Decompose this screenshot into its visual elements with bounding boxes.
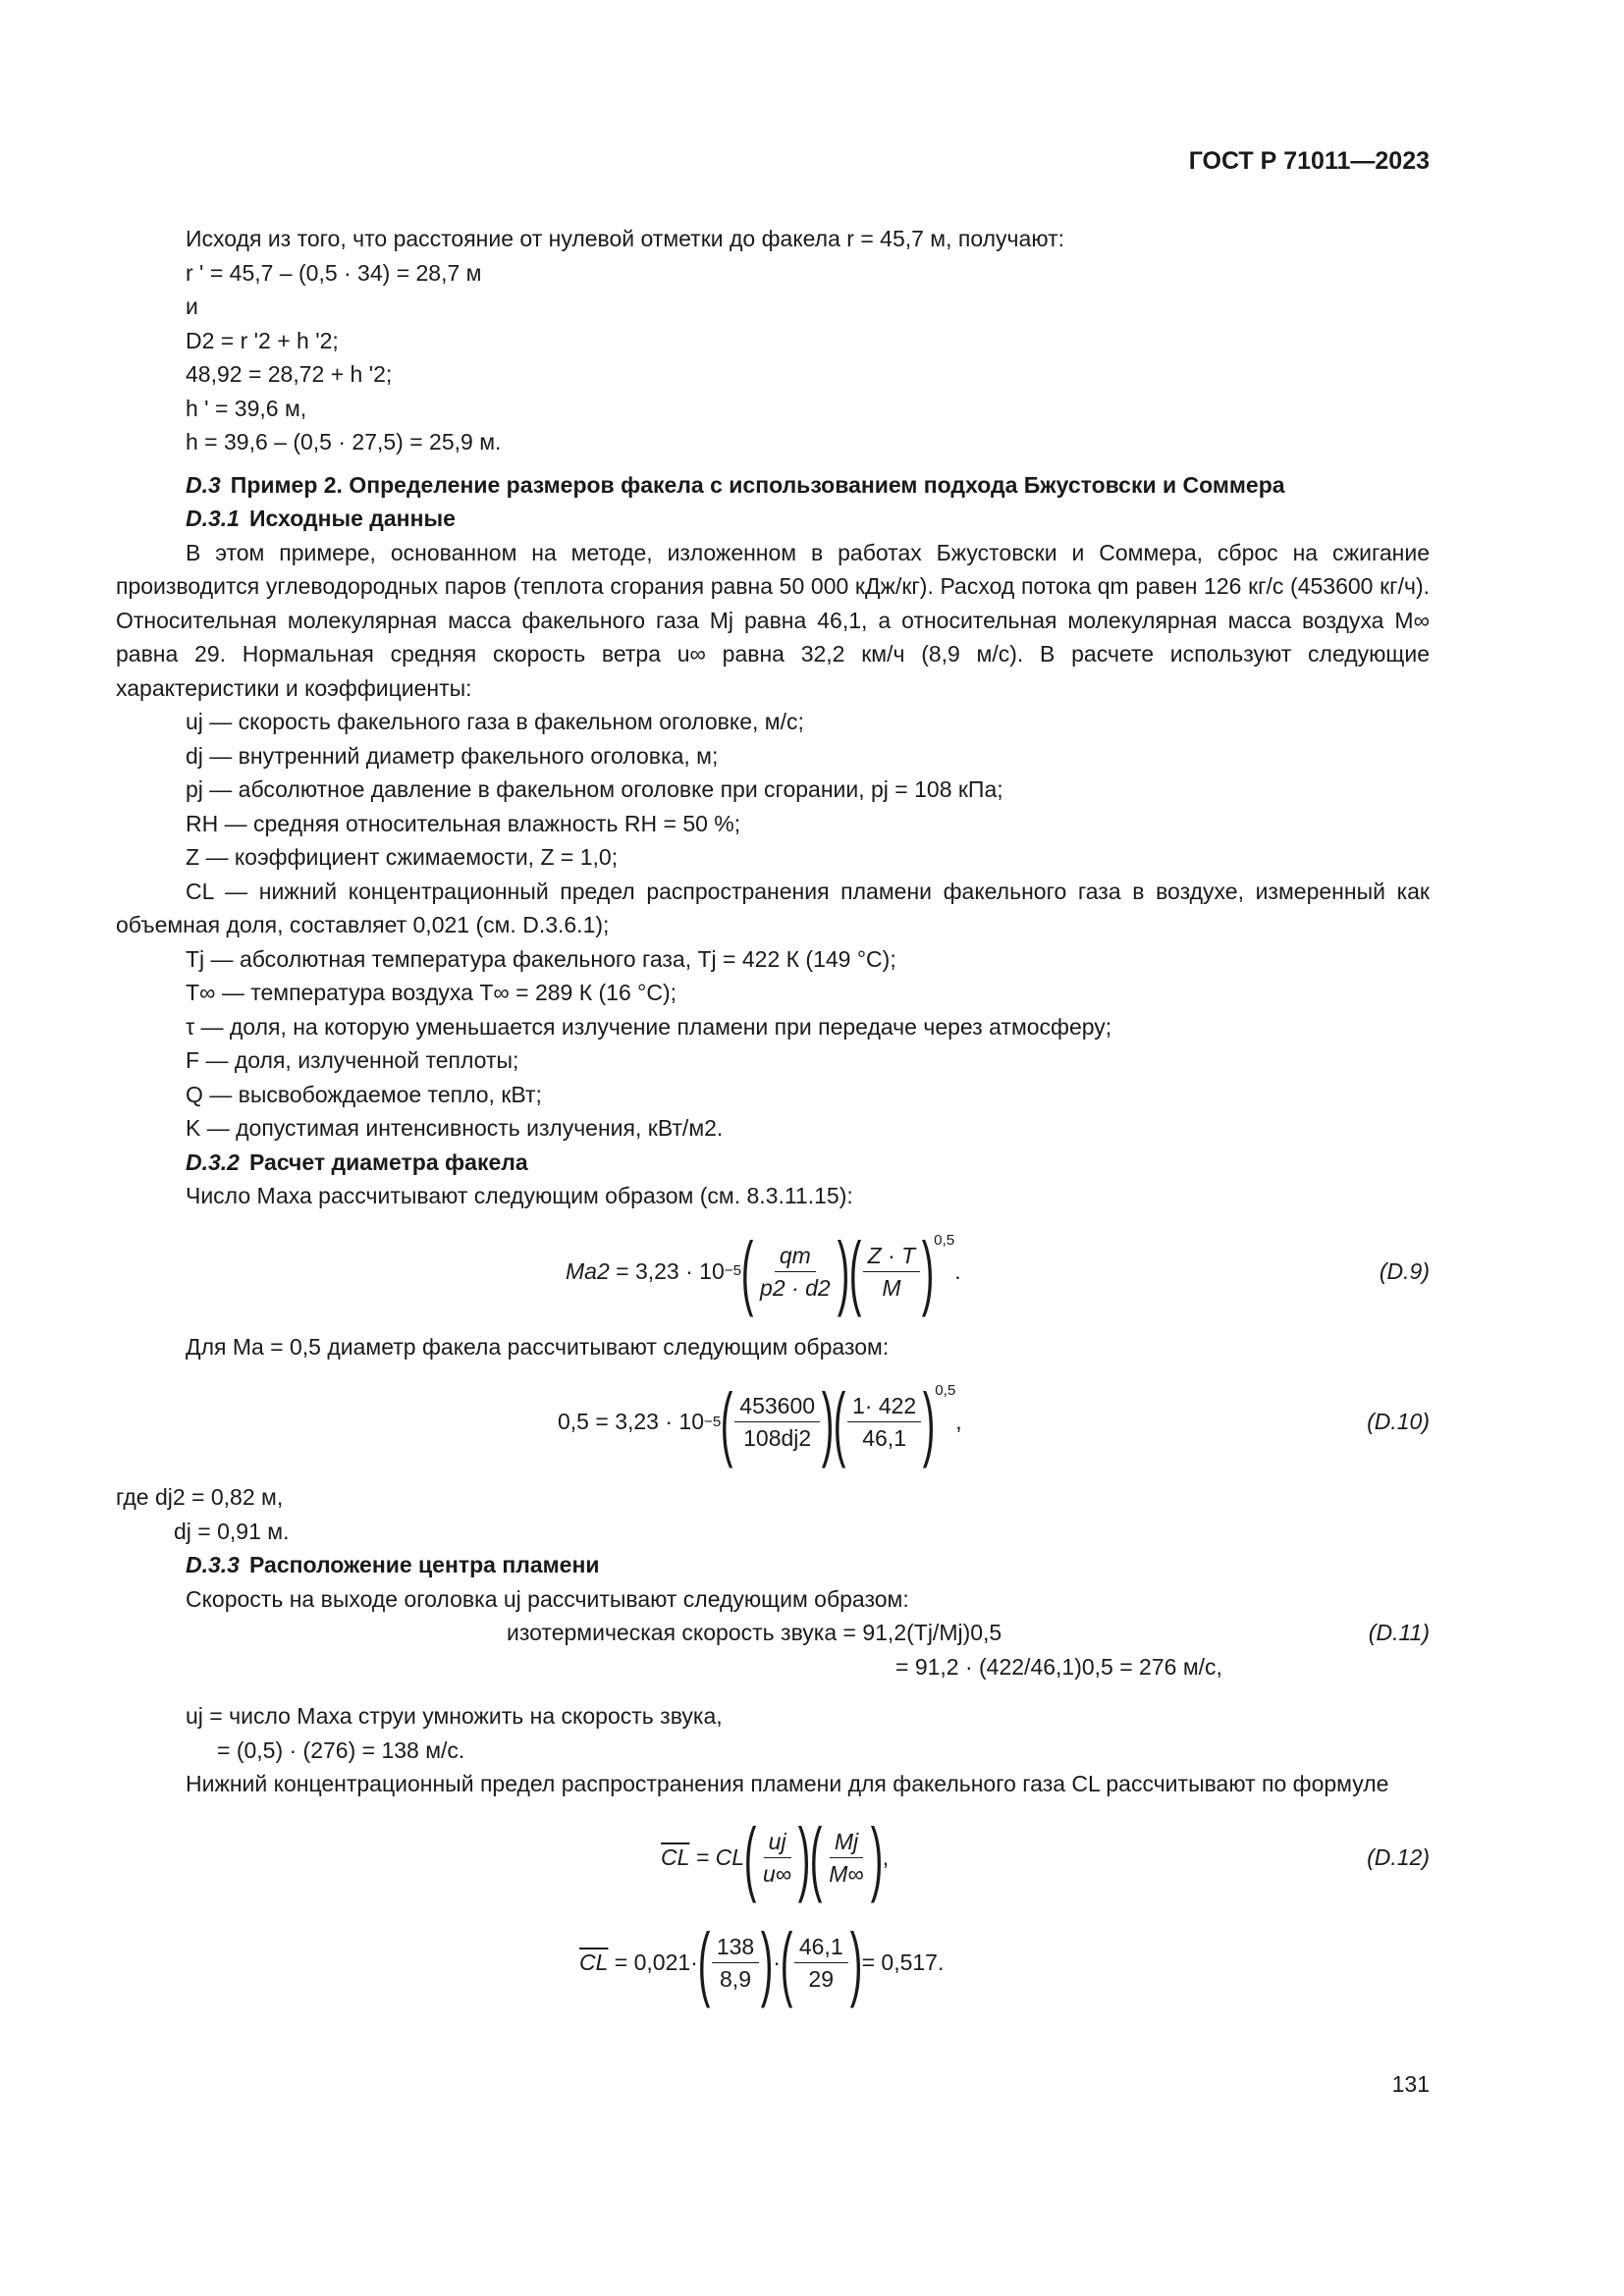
- formula-lhs: Ma2: [566, 1257, 610, 1284]
- paren-group: ( $\frac{1\cdot 422}{46,1}$ ): [833, 1375, 936, 1468]
- denominator: 8,9: [720, 1965, 751, 1992]
- paren-group: ( $\frac{138}{8,9}$ ): [697, 1916, 774, 2008]
- numerator: 138: [712, 1933, 759, 1963]
- formula-eq: = CL: [695, 1843, 745, 1870]
- page-number: 131: [1391, 2071, 1430, 2097]
- formula-cl-result: [116, 1916, 1430, 2009]
- section-title: Расчет диаметра факела: [248, 1148, 528, 1175]
- page-content: [116, 222, 1430, 2021]
- paren-group: ( $\frac{Mj}{M\infty}$ ): [809, 1811, 884, 1903]
- denominator: p2 · d2: [760, 1274, 831, 1301]
- intro-line: D2 = r '2 + h '2;: [186, 327, 339, 353]
- formula-d9: [116, 1225, 1430, 1318]
- denominator: M: [882, 1274, 901, 1301]
- fraction: [863, 1242, 921, 1302]
- list-item: Tj — абсолютная температура факельного газа, Tj = 422 К (149 °С);: [186, 945, 896, 972]
- formula-tail: .: [954, 1257, 961, 1284]
- section-number: D.3.1: [186, 506, 240, 531]
- body-paragraph: Нижний концентрационный предел распространения пламени для факельного газа CL рассчитывают по формуле: [186, 1771, 1389, 1796]
- formula-result: = 0,517.: [861, 1949, 945, 1975]
- formula-coef: = 3,23 · 10: [616, 1257, 725, 1284]
- intro-line: и: [186, 294, 198, 319]
- subsection-heading: [116, 1548, 1430, 1582]
- formula-line: изотермическая скорость звука = 91,2(Tj/Mj)0,5: [507, 1620, 1002, 1645]
- body-line: = (0,5) · (276) = 138 м/с.: [217, 1736, 465, 1763]
- formula-body: Ma2 = 3,23 · 10 −5 ( $\frac{qm}{p2 \cdot d2}$ ) ( $\frac{Z \cdot T}{M}$ ) 0,5 .: [566, 1225, 961, 1317]
- section-title: Пример 2. Определение размеров факела с использованием подхода Бжустовски и Соммера: [230, 471, 1285, 498]
- formula-dot: ·: [773, 1949, 781, 1975]
- formula-number: [1369, 1616, 1430, 1650]
- formula-eq: = 0,021·: [614, 1949, 698, 1975]
- list-item: T∞ — температура воздуха T∞ = 289 К (16 °С);: [186, 980, 677, 1005]
- numerator: 46,1: [794, 1933, 848, 1963]
- intro-line: h ' = 39,6 м,: [186, 395, 307, 421]
- body-line: Число Маха рассчитывают следующим образом (см. 8.3.11.15):: [186, 1183, 853, 1208]
- formula-number: [1367, 1375, 1430, 1468]
- formula-lhs: $\overline{CL}$: [661, 1843, 690, 1870]
- document-id: ГОСТ Р 71011—2023: [1188, 147, 1430, 175]
- body-line: uj = число Маха струи умножить на скорость звука,: [186, 1703, 723, 1729]
- list-item: CL — нижний концентрационный предел распространения пламени факельного газа в воздухе, измеренный как объемная доля, составляет 0,021 (см. D.3.6.1);: [116, 878, 1430, 937]
- formula-body: [661, 1811, 889, 1904]
- formula-number: [1380, 1225, 1430, 1318]
- formula-lhs: $\overline{CL}$: [579, 1949, 609, 1975]
- formula-d11: [116, 1616, 1430, 1650]
- numerator: 453600: [734, 1392, 820, 1422]
- section-number: D.3: [186, 471, 221, 498]
- denominator: u∞: [763, 1860, 792, 1887]
- intro-line: 48,92 = 28,72 + h '2;: [186, 361, 393, 387]
- section-title: Исходные данные: [248, 506, 456, 531]
- denominator: M∞: [829, 1860, 864, 1887]
- formula-number-text: (D.9): [1379, 1257, 1430, 1284]
- formula-lhs: 0,5: [558, 1409, 589, 1435]
- formula-line: = 91,2 · (422/46,1)0,5 = 276 м/с,: [895, 1653, 1222, 1680]
- list-item: dj — внутренний диаметр факельного оголовка, м;: [186, 742, 719, 769]
- list-item: uj — скорость факельного газа в факельном оголовке, м/с;: [186, 709, 804, 734]
- fraction: [794, 1933, 848, 1993]
- section-heading: [116, 468, 1430, 503]
- list-item: Z — коэффициент сжимаемости, Z = 1,0;: [186, 844, 619, 870]
- subsection-heading: [116, 1146, 1430, 1180]
- list-item: RH — средняя относительная влажность RH = 50 %;: [186, 810, 741, 836]
- fraction: [755, 1242, 836, 1302]
- section-title: Расположение центра пламени: [248, 1552, 600, 1577]
- paren-group: ( $\frac{Z \cdot T}{M}$ ): [848, 1225, 935, 1317]
- formula-tail: ,: [955, 1409, 962, 1435]
- formula-d10: [116, 1375, 1430, 1468]
- fraction: [847, 1392, 921, 1452]
- section-number: D.3.3: [186, 1552, 240, 1577]
- numerator: Z · T: [863, 1242, 921, 1272]
- formula-body: [579, 1916, 944, 2009]
- formula-coef: = 3,23 · 10: [595, 1409, 704, 1435]
- formula-tail: ,: [882, 1843, 890, 1870]
- denominator: 46,1: [862, 1425, 906, 1451]
- numerator: uj: [764, 1828, 791, 1858]
- formula-body: 0,5 = 3,23 · 10 −5 ( $\frac{453600}{108dj2}$ ) ( $\frac{1\cdot 422}{46,1}$ ) 0,5 ,: [558, 1375, 962, 1468]
- denominator: 108dj2: [743, 1425, 812, 1451]
- paren-group: ( $\frac{qm}{p2 \cdot d2}$ ): [740, 1225, 849, 1317]
- body-line: Скорость на выходе оголовка uj рассчитывают следующим образом:: [186, 1585, 909, 1612]
- list-item: F — доля, излученной теплоты;: [186, 1047, 519, 1073]
- body-paragraph: В этом примере, основанном на методе, изложенном в работах Бжустовски и Соммера, сброс на сжигание производится углеводородных паров (теплота сгорания равна 50 000 кДж/кг). Расход потока qm равен 126 кг/с (453600 кг/ч). Относительная молекулярная масса факельного газа Mj равна 46,1, а относительная молекулярная масса воздуха M∞ равна 29. Нормальная средняя скорость ветра u∞ равна 32,2 км/ч (8,9 м/с). В расчете используют следующие характеристики и коэффициенты:: [116, 539, 1430, 701]
- intro-line: h = 39,6 – (0,5 · 27,5) = 25,9 м.: [186, 429, 502, 454]
- fraction: [824, 1828, 869, 1888]
- formula-d11-cont: [116, 1650, 1430, 1684]
- fraction: [712, 1933, 759, 1993]
- where-line: dj = 0,91 м.: [174, 1518, 290, 1544]
- section-number: D.3.2: [186, 1148, 240, 1175]
- formula-number: [1367, 1811, 1430, 1904]
- formula-number-text: (D.11): [1368, 1620, 1430, 1645]
- intro-line: Исходя из того, что расстояние от нулевой отметки до факела r = 45,7 м, получают:: [186, 226, 1065, 251]
- formula-number-text: (D.10): [1367, 1409, 1430, 1435]
- numerator: qm: [775, 1242, 816, 1272]
- list-item: τ — доля, на которую уменьшается излучение пламени при передаче через атмосферу;: [186, 1013, 1112, 1040]
- intro-line: r ' = 45,7 – (0,5 · 34) = 28,7 м: [186, 259, 482, 286]
- numerator: 1· 422: [847, 1392, 921, 1422]
- list-item: pj — абсолютное давление в факельном оголовке при сгорании, pj = 108 кПа;: [186, 776, 1003, 802]
- paren-group: ( $\frac{453600}{108dj2}$ ): [720, 1375, 835, 1468]
- formula-number-text: (D.12): [1367, 1843, 1430, 1870]
- formula-d12: [116, 1811, 1430, 1904]
- where-line: где dj2 = 0,82 м,: [116, 1484, 284, 1510]
- list-item: Q — высвобождаемое тепло, кВт;: [186, 1081, 542, 1107]
- body-line: Для Ma = 0,5 диаметр факела рассчитывают следующим образом:: [186, 1333, 890, 1360]
- list-item: K — допустимая интенсивность излучения, кВт/м2.: [186, 1115, 724, 1141]
- fraction: [734, 1392, 820, 1452]
- denominator: 29: [808, 1965, 835, 1992]
- numerator: Mj: [830, 1828, 863, 1858]
- fraction: [758, 1828, 796, 1888]
- paren-group: ( $\frac{uj}{u\infty}$ ): [743, 1811, 811, 1903]
- paren-group: ( $\frac{46,1}{29}$ ): [780, 1916, 862, 2008]
- subsection-heading: [116, 502, 1430, 536]
